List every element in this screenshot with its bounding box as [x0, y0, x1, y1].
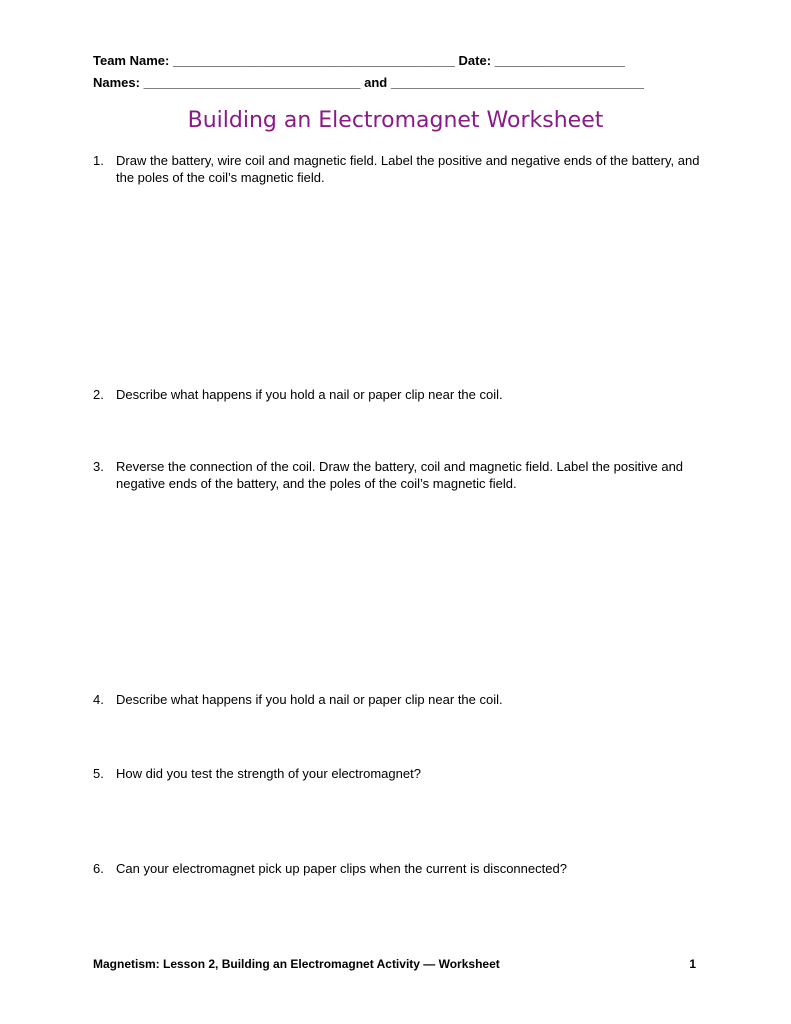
names-line: Names: ______________________________ and ___________________________________: [93, 75, 644, 90]
question-2: [93, 386, 713, 403]
page-number: 1: [689, 957, 696, 971]
question-number: 2.: [93, 387, 104, 402]
question-number: 5.: [93, 766, 104, 781]
question-number: 4.: [93, 692, 104, 707]
question-4: [93, 691, 713, 708]
question-6: [93, 860, 713, 877]
footer-text: Magnetism: Lesson 2, Building an Electromagnet Activity — Worksheet: [93, 957, 500, 971]
question-5: [93, 765, 713, 782]
page-footer: [93, 957, 696, 971]
question-text: Describe what happens if you hold a nail or paper clip near the coil.: [116, 387, 503, 402]
question-text: Can your electromagnet pick up paper clips when the current is disconnected?: [116, 861, 567, 876]
question-1: [93, 152, 713, 186]
question-text: Reverse the connection of the coil. Draw the battery, coil and magnetic field. Label the positive and negative ends of the battery, and the poles of the coil’s magnetic field.: [116, 459, 684, 491]
question-text: Draw the battery, wire coil and magnetic field. Label the positive and negative ends of the battery, and the poles of the coil’s magnetic field.: [116, 153, 700, 185]
worksheet-title: Building an Electromagnet Worksheet: [187, 108, 604, 133]
question-text: Describe what happens if you hold a nail or paper clip near the coil.: [116, 692, 503, 707]
question-number: 3.: [93, 459, 104, 474]
question-text: How did you test the strength of your electromagnet?: [116, 766, 421, 781]
team-name-date-line: Team Name: _______________________________________ Date: __________________: [93, 53, 625, 68]
question-3: [93, 458, 713, 492]
question-number: 6.: [93, 861, 104, 876]
question-number: 1.: [93, 153, 104, 168]
